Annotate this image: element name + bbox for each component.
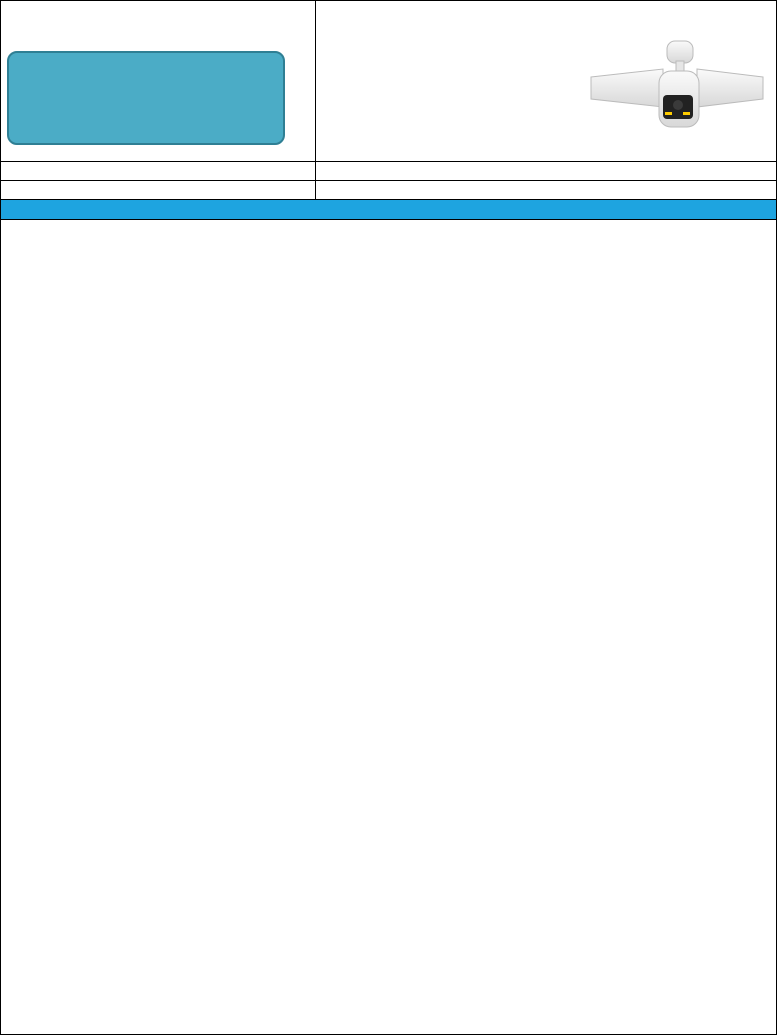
spec-band: [1, 200, 776, 220]
carton-size-value: [316, 181, 776, 199]
box-size-value: [316, 161, 776, 180]
camera-product-image: [587, 37, 767, 137]
carton-size-row: [1, 181, 776, 200]
box-size-row: [1, 161, 776, 181]
header-section: [1, 1, 776, 162]
carton-size-label: [1, 181, 316, 199]
model-name-box: [7, 51, 285, 145]
model-cell: [1, 1, 316, 161]
box-size-label: [1, 161, 316, 180]
